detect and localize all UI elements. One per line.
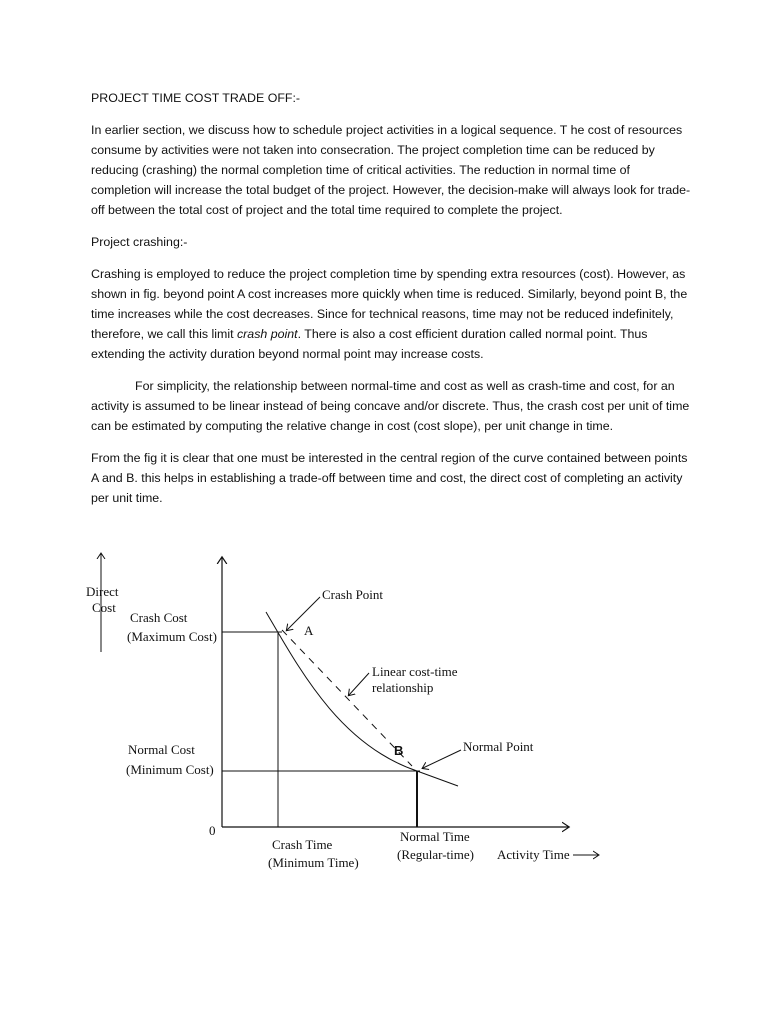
y-axis-label-line2: Cost [92, 600, 116, 615]
crash-time-label: Crash Time [272, 837, 333, 852]
simplicity-paragraph: For simplicity, the relationship between normal-time and cost as well as crash-time and cost, for an activity is assumed to be linear instead of being concave and/or discrete. Thus, the crash cost per unit of time can be estimated by computing the relative change in cost (cost slope), per unit change in time. [91, 379, 690, 433]
intro-paragraph: In earlier section, we discuss how to schedule project activities in a logical sequence. T he cost of resources consume by activities were not taken into consecration. The project completion time can be reduced by reducing (crashing) the normal completion time of critical activities. The reduction in normal time of completion will increase the total budget of the project. However, the decision-make will always look for trade-off between the total cost of project and the total time required to complete the project. [91, 123, 691, 217]
normal-time-label: Normal Time [400, 829, 470, 844]
crash-cost-label: Crash Cost [130, 610, 188, 625]
time-cost-figure [0, 540, 768, 880]
linear-pointer [349, 673, 369, 695]
crash-point-term: crash point [236, 327, 298, 341]
crash-cost-sublabel: (Maximum Cost) [127, 629, 217, 644]
crashing-paragraph [91, 264, 691, 364]
linear-relationship-line [282, 630, 412, 766]
crashing-text-a: Crashing is employed to reduce the project completion time by spending extra resources (cost). However, as shown in fig. beyond point A cost increases more quickly when time is reduced. Similarly, beyond point B, the time increases while the cost decreases. Since for technical reasons, time may not be reduced indefinitely, therefore, we call this limit [91, 267, 688, 341]
normal-point-label: Normal Point [463, 739, 534, 754]
section-heading: PROJECT TIME COST TRADE OFF:- [91, 91, 301, 105]
normal-cost-label: Normal Cost [128, 742, 195, 757]
normal-point-pointer [423, 750, 461, 768]
origin-label: 0 [209, 823, 216, 838]
cost-time-curve [266, 612, 458, 786]
point-b-label: B [394, 743, 404, 758]
time-cost-diagram [0, 540, 768, 880]
y-axis-label-line1: Direct [86, 584, 119, 599]
normal-time-sublabel: (Regular-time) [397, 847, 474, 862]
linear-label-line2: relationship [372, 680, 434, 695]
point-a-label: A [304, 623, 314, 638]
crash-time-sublabel: (Minimum Time) [268, 855, 359, 870]
document-body [91, 88, 691, 520]
crash-point-label: Crash Point [322, 587, 384, 602]
linear-label-line1: Linear cost-time [372, 664, 458, 679]
subsection-heading: Project crashing:- [91, 235, 188, 249]
activity-time-label: Activity Time [497, 847, 570, 862]
normal-cost-sublabel: (Minimum Cost) [126, 762, 214, 777]
crashing-text-b: . There is also a cost efficient duration called normal point. Thus extending the activity duration beyond normal point may increase costs. [91, 327, 648, 361]
conclusion-paragraph: From the fig it is clear that one must be interested in the central region of the curve contained between points A and B. this helps in establishing a trade-off between time and cost, the direct cost of completing an activity per unit time. [91, 451, 688, 505]
